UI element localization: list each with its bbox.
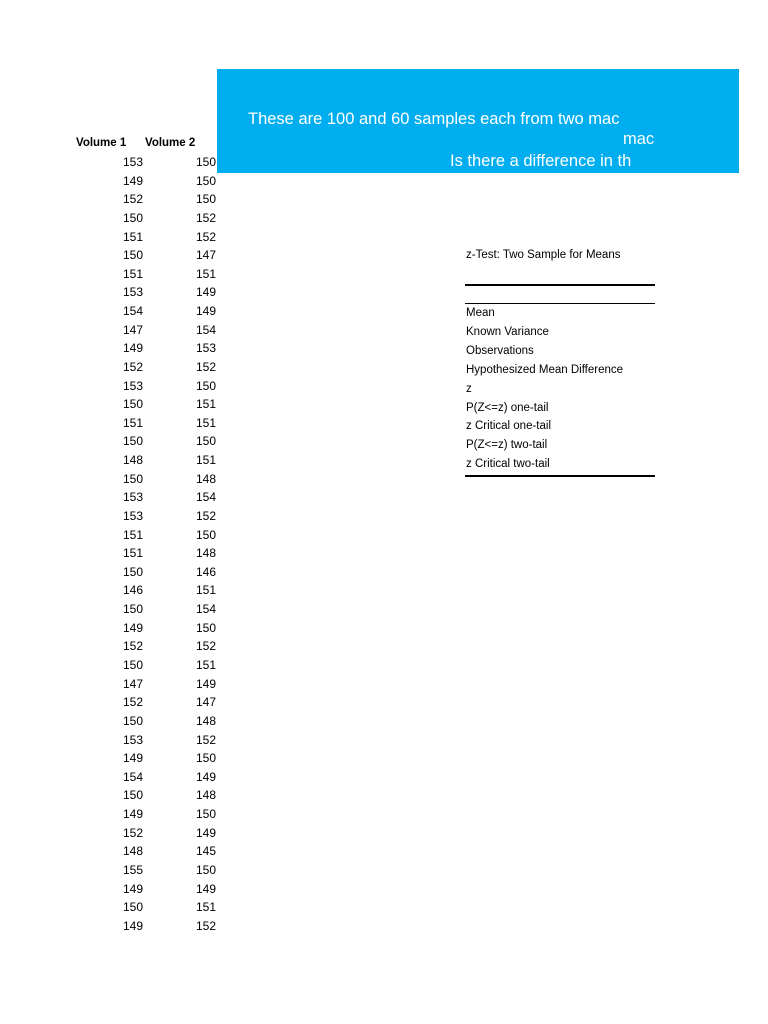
- volume-2-cell: 152: [195, 508, 216, 523]
- ztest-row-label: z Critical two-tail: [466, 458, 550, 471]
- volume-1-cell: 151: [122, 266, 143, 281]
- volume-2-cell: 151: [195, 658, 216, 672]
- volume-1-cell: 150: [122, 564, 143, 579]
- instruction-banner: [217, 69, 739, 173]
- volume-1-cell: 149: [122, 807, 143, 822]
- volume-1-cell: 149: [122, 341, 143, 356]
- volume-1-cell: 155: [122, 862, 143, 877]
- volume-1-cell: 153: [122, 508, 143, 523]
- volume-1-cell: 154: [122, 769, 143, 784]
- volume-2-cell: 148: [195, 788, 216, 803]
- volume-2-cell: 150: [195, 620, 216, 635]
- volume-1-cell: 146: [122, 583, 143, 598]
- volume-2-cell: 152: [195, 918, 216, 933]
- volume-2-cell: 149: [195, 881, 216, 896]
- volume-2-cell: 150: [195, 192, 216, 207]
- ztest-row-label: P(Z<=z) one-tail: [466, 401, 549, 414]
- volume-1-cell: 152: [122, 825, 143, 840]
- volume-2-cell: 149: [195, 676, 216, 691]
- volume-2-cell: 149: [195, 285, 216, 300]
- volume-2-cell: 145: [195, 844, 216, 859]
- volume-2-cell: 150: [195, 807, 216, 822]
- volume-1-cell: 150: [122, 900, 143, 915]
- volume-2-header: Volume 2: [145, 137, 196, 149]
- volume-1-cell: 147: [122, 676, 143, 691]
- volume-1-cell: 150: [122, 602, 143, 617]
- volume-2-cell: 147: [195, 248, 216, 263]
- volume-2-cell: 151: [195, 397, 216, 412]
- volume-1-cell: 153: [122, 285, 143, 300]
- volume-2-cell: 151: [195, 415, 216, 430]
- volume-2-cell: 148: [195, 546, 216, 561]
- ztest-title: z-Test: Two Sample for Means: [466, 249, 621, 261]
- volume-2-cell: 152: [195, 359, 216, 374]
- volume-2-cell: 150: [195, 434, 216, 449]
- volume-2-cell: 147: [195, 695, 216, 710]
- ztest-row-label: Mean: [466, 307, 495, 319]
- volume-2-cell: 151: [195, 453, 216, 468]
- volume-1-cell: 150: [122, 210, 143, 225]
- volume-1-cell: 150: [122, 713, 143, 728]
- volume-2-cell: 151: [195, 583, 216, 598]
- volume-1-cell: 149: [122, 881, 143, 896]
- volume-1-cell: 154: [122, 304, 143, 319]
- ztest-row-label: z Critical one-tail: [466, 420, 551, 433]
- volume-2-cell: 153: [195, 341, 216, 356]
- ztest-row-label: z: [466, 382, 472, 395]
- volume-1-cell: 153: [122, 155, 143, 169]
- volume-1-cell: 150: [122, 658, 143, 672]
- volume-1-cell: 149: [122, 620, 143, 635]
- volume-1-header: Volume 1: [76, 137, 127, 149]
- volume-2-cell: 150: [195, 751, 216, 766]
- volume-1-cell: 150: [122, 434, 143, 449]
- volume-1-cell: 149: [122, 751, 143, 766]
- ztest-row-label: P(Z<=z) two-tail: [466, 439, 548, 452]
- volume-1-cell: 150: [122, 248, 143, 263]
- ztest-row-label: Known Variance: [466, 325, 549, 338]
- banner-line-3: Is there a difference in th: [450, 152, 632, 170]
- volume-1-cell: 153: [122, 732, 143, 747]
- volume-1-cell: 151: [122, 415, 143, 430]
- volume-2-cell: 150: [195, 862, 216, 877]
- volume-2-cell: 150: [195, 155, 216, 169]
- volume-2-cell: 149: [195, 769, 216, 784]
- volume-1-cell: 150: [122, 788, 143, 803]
- banner-line-1: These are 100 and 60 samples each from two mac: [248, 110, 620, 128]
- volume-2-cell: 152: [195, 639, 216, 654]
- volume-1-cell: 147: [122, 322, 143, 337]
- volume-1-cell: 148: [122, 844, 143, 859]
- volume-2-cell: 152: [195, 732, 216, 747]
- volume-1-cell: 151: [122, 546, 143, 561]
- volume-2-cell: 154: [195, 322, 216, 337]
- volume-2-cell: 150: [195, 378, 216, 393]
- volume-2-cell: 150: [195, 527, 216, 542]
- volume-2-cell: 154: [195, 490, 216, 505]
- volume-1-cell: 149: [122, 918, 143, 933]
- volume-1-cell: 153: [122, 490, 143, 505]
- volume-1-cell: 148: [122, 453, 143, 468]
- volume-1-cell: 151: [122, 229, 143, 244]
- instruction-banner-text-area: [217, 69, 656, 173]
- volume-2-cell: 152: [195, 210, 216, 225]
- volume-1-cell: 152: [122, 192, 143, 207]
- volume-1-cell: 151: [122, 527, 143, 542]
- banner-line-2: mac: [623, 130, 655, 148]
- volume-1-cell: 153: [122, 378, 143, 393]
- volume-2-cell: 149: [195, 825, 216, 840]
- volume-1-cell: 150: [122, 397, 143, 412]
- volume-1-cell: 152: [122, 359, 143, 374]
- ztest-top-rule: [465, 284, 655, 286]
- volume-2-cell: 146: [195, 564, 216, 579]
- volume-2-cell: 151: [195, 266, 216, 281]
- ztest-row-label: Hypothesized Mean Difference: [466, 363, 624, 376]
- volume-1-cell: 149: [122, 173, 143, 188]
- volume-2-cell: 154: [195, 602, 216, 617]
- ztest-row-label: Observations: [466, 344, 534, 357]
- volume-1-cell: 150: [122, 471, 143, 486]
- volume-2-cell: 150: [195, 173, 216, 188]
- volume-2-cell: 151: [195, 900, 216, 915]
- volume-2-cell: 148: [195, 471, 216, 486]
- volume-1-cell: 152: [122, 639, 143, 654]
- ztest-bottom-rule: [465, 475, 655, 477]
- volume-2-cell: 148: [195, 713, 216, 728]
- volume-2-cell: 152: [195, 229, 216, 244]
- volume-1-cell: 152: [122, 695, 143, 710]
- volume-2-cell: 149: [195, 304, 216, 319]
